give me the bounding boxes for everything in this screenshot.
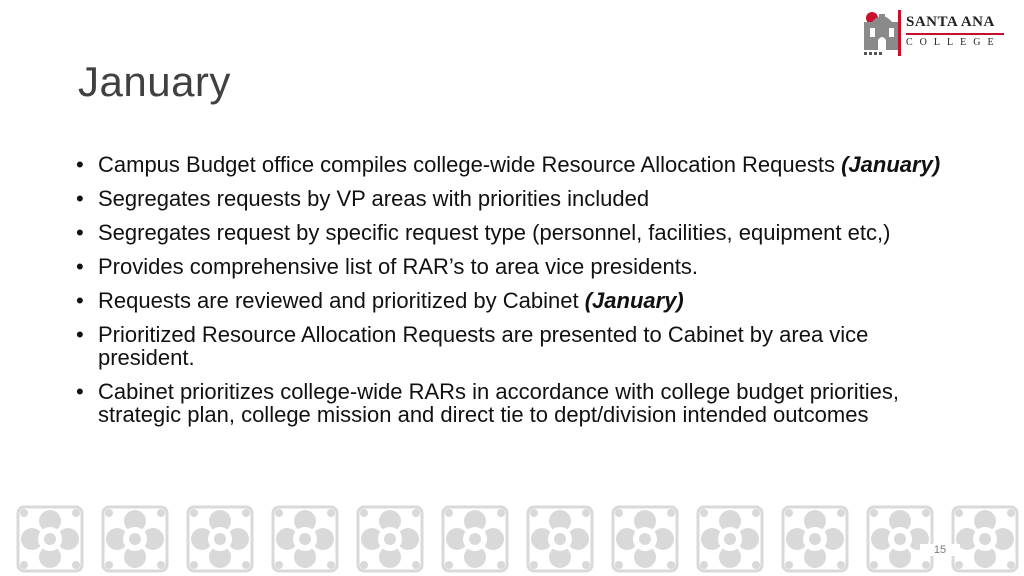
bullet-item: • Requests are reviewed and prioritized by Cabinet (January): [76, 289, 956, 312]
ornament-tile-icon: [696, 505, 764, 573]
ornament-tile-icon: [186, 505, 254, 573]
ornament-tile-icon: [101, 505, 169, 573]
ornament-tile-icon: [271, 505, 339, 573]
slide-title: January: [78, 58, 231, 105]
ornament-tile-icon: [866, 505, 934, 573]
ornament-tile-icon: [611, 505, 679, 573]
ornament-tile-icon: [441, 505, 509, 573]
logo-rule: [906, 33, 1004, 35]
bullet-item: • Provides comprehensive list of RAR’s to area vice presidents.: [76, 255, 956, 278]
logo-name-line2: COLLEGE: [906, 37, 1001, 48]
college-logo: [862, 8, 1012, 58]
ornament-tile-icon: [16, 505, 84, 573]
bullet-item: • Campus Budget office compiles college-wide Resource Allocation Requests (January): [76, 153, 956, 176]
decorative-tile-border: [0, 501, 1024, 576]
bullet-item: • Segregates requests by VP areas with priorities included: [76, 187, 956, 210]
logo-name-line1: SANTA ANA: [906, 14, 995, 30]
bullet-item: • Segregates request by specific request type (personnel, facilities, equipment etc,): [76, 221, 956, 244]
bullet-item: • Prioritized Resource Allocation Requests are presented to Cabinet by area vice president.: [76, 323, 956, 369]
page-number: 15: [920, 544, 960, 556]
bullet-item: • Cabinet prioritizes college-wide RARs in accordance with college budget priorities, strategic plan, college mission and direct tie to dept/division intended outcomes: [76, 380, 956, 426]
ornament-tile-icon: [951, 505, 1019, 573]
ornament-tile-icon: [356, 505, 424, 573]
ornament-tile-icon: [781, 505, 849, 573]
mission-building-icon: [862, 8, 902, 56]
bullet-list: [76, 153, 956, 437]
ornament-tile-icon: [526, 505, 594, 573]
